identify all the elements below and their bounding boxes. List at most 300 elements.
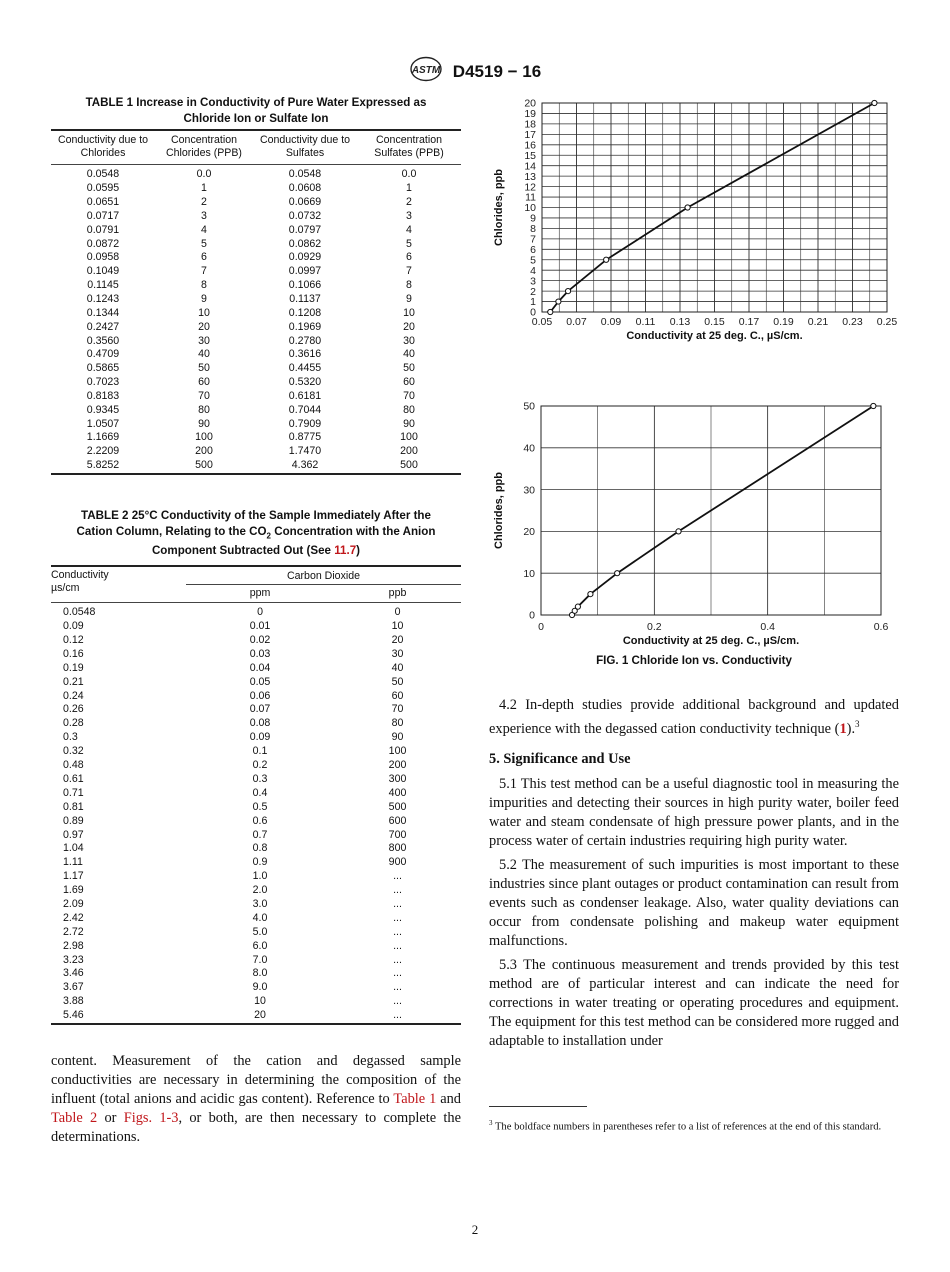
table-row	[51, 445, 461, 459]
table-cell: ...	[393, 953, 402, 966]
table-cell: 40	[391, 661, 404, 674]
table-row	[51, 745, 461, 759]
table-cell: 0.7023	[86, 376, 120, 389]
table-cell: 3.23	[63, 953, 84, 966]
para-5-3: 5.3 The continuous measurement and trends provided by this test method are of particular interest and can indicate the need for corrections in water treating or operating procedures and equipment. The equipment for this test method can be considered more rugged and adaptable to installation under	[489, 956, 899, 1049]
x-tick-label: 0.25	[876, 316, 898, 328]
data-point	[575, 604, 580, 609]
table-cell: 0.09	[249, 731, 271, 744]
table-cell: 3	[406, 209, 412, 222]
table-cell: 0.0732	[288, 209, 322, 222]
table-cell: 0.1344	[86, 306, 120, 319]
table-cell: 1	[406, 182, 412, 195]
table-cell: 30	[391, 647, 404, 660]
page-number: 2	[471, 1222, 479, 1237]
table-cell: 0.6181	[288, 389, 322, 402]
table-cell: 100	[195, 431, 213, 444]
table-row	[51, 620, 461, 634]
y-tick-label: 19	[524, 108, 536, 121]
table-cell: 20	[198, 320, 210, 333]
table-cell: 0.04	[249, 661, 271, 674]
table-cell: 0.0997	[288, 265, 322, 278]
table-cell: 3.0	[252, 897, 268, 910]
table-cell: 0.1066	[288, 279, 322, 292]
table-cell: 3.88	[63, 995, 84, 1008]
table-cell: 4.0	[252, 911, 268, 924]
figure-caption: FIG. 1 Chloride Ion vs. Conductivity	[596, 654, 792, 667]
table-row	[51, 390, 461, 404]
table-row	[51, 898, 461, 912]
table-cell: 0.0797	[288, 223, 322, 236]
x-tick-label: 0.15	[704, 316, 725, 328]
table-cell: 8.0	[252, 967, 268, 980]
footnote-rule	[489, 1106, 587, 1107]
left-paragraph: content. Measurement of the cation and degassed sample conductivities are necessary in determining the composition of the influent (total anions and acidic gas content). Reference to Table 1 and Table 2 or Figs. 1-3, or both, are then necessary to complete the determinations.	[51, 1053, 462, 1145]
table-cell: 1.04	[63, 842, 84, 855]
table-cell: 0.6	[252, 814, 268, 827]
table-row	[51, 703, 461, 717]
table-row	[51, 306, 461, 320]
x-tick-label: 0.23	[842, 316, 863, 328]
table-row	[51, 334, 461, 348]
table-cell: 1	[201, 182, 207, 195]
table-cell: 10	[391, 620, 404, 633]
table-cell: 0.2427	[86, 320, 120, 333]
figs-link[interactable]: Figs. 1-3	[123, 1110, 179, 1126]
table-cell: 0.9	[252, 856, 268, 869]
data-point	[604, 257, 609, 262]
y-tick-label: 2	[530, 285, 536, 298]
table-cell: 0.71	[63, 786, 84, 799]
table-cell: 0.09	[63, 620, 84, 633]
table2-col-conductivity: Conductivity µs/cm	[51, 566, 186, 603]
table-cell: 0.01	[249, 620, 271, 633]
table-cell: 0.03	[249, 647, 271, 660]
table1-link[interactable]: Table 1	[393, 1091, 437, 1107]
table-row	[51, 602, 461, 619]
table-cell: 6	[201, 251, 207, 264]
table-cell: 0.1243	[86, 293, 120, 306]
table-cell: 200	[388, 759, 407, 772]
table-cell: 0.9345	[86, 403, 120, 416]
table-cell: 0.0548	[86, 168, 120, 181]
table-cell: 0.48	[63, 759, 84, 772]
table-cell: 100	[388, 745, 407, 758]
table-cell: 0.5320	[288, 376, 322, 389]
para-4-2: 4.2 In-depth studies provide additional background and updated experience with the degassed cation conductivity technique (1).$^3$	[489, 697, 899, 737]
table-cell: 0.24	[63, 689, 84, 702]
table-cell: 0.7	[252, 828, 268, 841]
table-cell: 0.07	[249, 703, 271, 716]
table-row	[51, 431, 461, 445]
table-cell: 100	[400, 431, 418, 444]
y-tick-label: 4	[530, 264, 536, 277]
table-cell: 70	[391, 703, 404, 716]
table-cell: 0.3	[63, 731, 78, 744]
table-row	[51, 293, 461, 307]
table-cell: 0.0595	[86, 182, 120, 195]
y-tick-label: 14	[524, 160, 536, 173]
table-cell: 0.1	[252, 745, 268, 758]
table-cell: 0.7909	[288, 417, 322, 430]
table-cell: 90	[403, 417, 415, 430]
x-tick-label: 0.2	[647, 621, 662, 633]
footnote: $^3$ The boldface numbers in parentheses refer to a list of references at the end of this standard.	[489, 1119, 882, 1133]
y-tick-label: 20	[524, 97, 536, 110]
table-row	[51, 237, 461, 251]
table-cell: 30	[403, 334, 415, 347]
table-cell: 50	[403, 362, 415, 375]
table-row	[51, 870, 461, 884]
table-cell: 0.1969	[288, 320, 322, 333]
table-row	[51, 210, 461, 224]
table1-header-3: Concentration Sulfates (PPB)	[374, 134, 444, 159]
table-cell: 20	[254, 1009, 266, 1022]
table-cell: 0.06	[249, 689, 271, 702]
table-cell: 0.8	[252, 842, 268, 855]
x-tick-label: 0.13	[669, 316, 691, 328]
table-cell: 0.4455	[288, 362, 322, 375]
table-cell: 3	[201, 209, 207, 222]
table-row	[51, 417, 461, 431]
y-tick-label: 1	[530, 296, 536, 309]
table2-caption-line2: Cation Column, Relating to the $CO_2$ Concentration with the Anion	[76, 524, 436, 540]
right-text	[489, 696, 899, 1051]
table-cell: 0.5865	[86, 362, 120, 375]
table-cell: 7	[406, 265, 412, 278]
table-cell: 800	[388, 842, 407, 855]
table-cell: 1.17	[63, 870, 84, 883]
table-cell: 5.8252	[86, 459, 120, 472]
table-cell: 0.81	[63, 800, 84, 813]
table-cell: 0.02	[249, 634, 271, 647]
table-row	[51, 376, 461, 390]
x-tick-label: 0.6	[873, 621, 889, 633]
table-cell: 4.362	[291, 459, 319, 472]
y-axis-label: Chlorides, ppb	[493, 472, 505, 549]
table2-caption-line3: Component Subtracted Out (See 11.7)	[151, 544, 361, 558]
standard-designation: D4519 − 16	[452, 61, 542, 81]
data-point	[548, 309, 553, 314]
table-cell: 8	[406, 279, 412, 292]
table2-subheader-ppm: ppm	[249, 586, 271, 599]
table-cell: 2.2209	[86, 445, 120, 458]
table-row	[51, 786, 461, 800]
table-cell: 0.3560	[86, 334, 120, 347]
table-cell: 1.69	[63, 884, 84, 897]
table2-link[interactable]: Table 2	[51, 1110, 98, 1126]
table-cell: ...	[393, 911, 402, 924]
table-row	[51, 403, 461, 417]
table-cell: 0.0862	[288, 237, 322, 250]
table-row	[51, 953, 461, 967]
x-tick-label: 0	[538, 621, 544, 633]
table-row	[51, 842, 461, 856]
table-cell: 0.0929	[288, 251, 322, 264]
table-cell: 0.0958	[86, 251, 120, 264]
table-cell: 0.0651	[86, 196, 120, 209]
table-cell: 9	[406, 293, 412, 306]
y-tick-label: 0	[530, 306, 536, 319]
table-cell: 500	[195, 459, 213, 472]
table-cell: 900	[388, 856, 407, 869]
table-row	[51, 981, 461, 995]
table-cell: 300	[388, 772, 407, 785]
table-cell: 3.67	[63, 981, 84, 994]
table-row	[51, 856, 461, 870]
y-tick-label: 40	[523, 442, 535, 455]
table-cell: 200	[195, 445, 213, 458]
x-axis-label: Conductivity at 25 deg. C., µS/cm.	[622, 635, 800, 647]
table-row	[51, 196, 461, 210]
table-cell: 80	[198, 403, 210, 416]
table-cell: 80	[403, 403, 415, 416]
table-cell: 2	[201, 196, 207, 209]
table1-caption-line1: TABLE 1 Increase in Conductivity of Pure Water Expressed as	[85, 96, 427, 109]
table2-subheader-ppb: ppb	[388, 586, 407, 599]
table-row	[51, 689, 461, 703]
table2-caption-line1: TABLE 2 25°C Conductivity of the Sample Immediately After the	[81, 509, 431, 522]
table-cell: 0.19	[63, 661, 84, 674]
y-tick-label: 8	[530, 223, 536, 236]
table-cell: 80	[391, 717, 404, 730]
table-cell: 6.0	[252, 939, 268, 952]
table-cell: 8	[201, 279, 207, 292]
table-cell: 20	[391, 634, 404, 647]
table-row	[51, 647, 461, 661]
table-cell: 1.1669	[86, 431, 120, 444]
table-cell: 0.0548	[63, 606, 96, 619]
table-cell: 0.8775	[288, 431, 322, 444]
table-cell: 200	[400, 445, 418, 458]
y-tick-label: 30	[523, 484, 535, 497]
astm-logo-text: ASTM	[411, 65, 440, 76]
astm-logo-icon	[409, 56, 443, 87]
table-cell: 0.3	[252, 772, 268, 785]
x-tick-label: 0.07	[566, 316, 587, 328]
table-cell: 0.0717	[86, 209, 120, 222]
table-cell: 2.09	[63, 897, 84, 910]
x-tick-label: 0.05	[531, 316, 553, 328]
table1-block	[51, 95, 461, 475]
table1-header-1: Concentration Chlorides (PPB)	[166, 134, 242, 159]
table2	[51, 565, 461, 1025]
y-tick-label: 18	[524, 118, 536, 131]
table-cell: 0.0548	[288, 168, 322, 181]
table-cell: 2	[406, 196, 412, 209]
chart-chlorides-full-range	[489, 397, 909, 655]
table-row	[51, 759, 461, 773]
table-cell: ...	[393, 884, 402, 897]
table-row	[51, 814, 461, 828]
table-cell: 0.1137	[289, 293, 321, 306]
data-point	[676, 529, 681, 534]
table-row	[51, 773, 461, 787]
table-cell: ...	[393, 1009, 402, 1022]
table-cell: 0.2	[252, 759, 268, 772]
table-cell: 40	[403, 348, 415, 361]
table-row	[51, 265, 461, 279]
table-cell: ...	[393, 897, 402, 910]
y-tick-label: 6	[530, 243, 536, 256]
table-row	[51, 884, 461, 898]
table-cell: 0	[394, 606, 401, 619]
table-cell: 4	[201, 223, 207, 236]
data-point	[556, 299, 561, 304]
table-cell: 1.11	[63, 856, 83, 869]
para-5-1: 5.1 This test method can be a useful diagnostic tool in measuring the impurities and detecting their sources in high purity water, boiler feed water and steam condensate of high pressure power plants, and in the process water of certain industries requiring high purity water.	[489, 775, 899, 849]
table-row	[51, 967, 461, 981]
data-point	[588, 592, 593, 597]
y-tick-label: 3	[530, 275, 536, 288]
table-cell: 0.4709	[86, 348, 120, 361]
table-row	[51, 165, 461, 182]
table-cell: 700	[388, 828, 407, 841]
table-row	[51, 182, 461, 196]
table-cell: 0.0608	[288, 182, 322, 195]
table-cell: ...	[393, 995, 402, 1008]
table-cell: 0.0791	[86, 223, 120, 236]
table-cell: 70	[198, 389, 210, 402]
table-cell: 0.8183	[86, 389, 120, 402]
table-cell: 50	[391, 675, 404, 688]
table-row	[51, 661, 461, 675]
table-row	[51, 731, 461, 745]
table-cell: 10	[403, 306, 415, 319]
data-point	[872, 100, 877, 105]
table-row	[51, 828, 461, 842]
table-cell: 0.0872	[86, 237, 120, 250]
table-cell: 0	[257, 606, 263, 619]
table-row	[51, 911, 461, 925]
table-cell: 0.12	[63, 634, 84, 647]
table-row	[51, 925, 461, 939]
data-point	[615, 571, 620, 576]
table-cell: 10	[254, 995, 266, 1008]
x-tick-label: 0.19	[773, 316, 794, 328]
ref-1-link[interactable]: 1	[839, 720, 847, 737]
table-cell: 0.0669	[288, 196, 322, 209]
table-cell: 0.26	[63, 703, 84, 716]
table-cell: 2.0	[252, 884, 268, 897]
table-cell: 0.0	[196, 168, 212, 181]
table-cell: 0.0	[401, 168, 417, 181]
table1	[51, 129, 461, 475]
table-cell: 5.0	[252, 925, 268, 938]
table-cell: 60	[198, 376, 210, 389]
table-row	[51, 320, 461, 334]
data-point	[871, 403, 876, 408]
table-cell: 0.2780	[288, 334, 322, 347]
table-row	[51, 995, 461, 1009]
data-point	[565, 289, 570, 294]
table-row	[51, 362, 461, 376]
section-5-heading: 5. Significance and Use	[489, 750, 631, 767]
table-cell: 0.7044	[288, 403, 322, 416]
y-tick-label: 13	[524, 170, 536, 183]
table1-caption	[51, 95, 461, 126]
table-cell: ...	[393, 870, 402, 883]
table-row	[51, 800, 461, 814]
data-point	[685, 205, 690, 210]
table-cell: 0.16	[63, 647, 84, 660]
ref-11-7-link[interactable]: 11.7	[334, 544, 357, 558]
table-cell: 20	[403, 320, 415, 333]
table-cell: 30	[198, 334, 210, 347]
y-tick-label: 20	[523, 526, 535, 539]
table-cell: 1.0507	[86, 417, 120, 430]
table-cell: ...	[393, 981, 402, 994]
table-cell: 2.42	[63, 911, 84, 924]
table-cell: 0.1145	[87, 279, 119, 292]
table-cell: 9	[201, 293, 207, 306]
table-cell: 0.1049	[86, 265, 120, 278]
table-cell: ...	[393, 925, 402, 938]
table-cell: 0.28	[63, 717, 84, 730]
table-row	[51, 939, 461, 953]
y-tick-label: 12	[524, 181, 536, 194]
y-tick-label: 10	[523, 567, 535, 580]
table-cell: 0.3616	[288, 348, 322, 361]
table2-block	[51, 508, 461, 1025]
table-cell: 0.1208	[288, 306, 322, 319]
table1-header-0: Conductivity due to Chlorides	[57, 134, 149, 159]
table-cell: 5	[201, 237, 207, 250]
table-cell: 0.61	[63, 772, 84, 785]
table-cell: 40	[198, 348, 210, 361]
x-tick-label: 0.17	[738, 316, 760, 328]
table-cell: 50	[198, 362, 210, 375]
para-5-2: 5.2 The measurement of such impurities is most important to these industries since plant outages or product contamination can result from events such as condenser leakage. Also, water quality deviations can occur from condensate polishing and makeup water equipment malfunctions.	[489, 856, 899, 949]
table2-group-header: Carbon Dioxide	[186, 566, 461, 585]
table-row	[51, 223, 461, 237]
table-cell: 0.32	[63, 745, 84, 758]
table-cell: 10	[198, 306, 210, 319]
chart-chlorides-low-range	[489, 95, 909, 350]
x-tick-label: 0.21	[807, 316, 829, 328]
y-tick-label: 5	[530, 254, 536, 267]
x-tick-label: 0.09	[600, 316, 622, 328]
table-cell: 2.98	[63, 939, 84, 952]
table-cell: 5	[406, 237, 412, 250]
table-cell: 1.0	[252, 870, 268, 883]
x-axis-label: Conductivity at 25 deg. C., µS/cm.	[626, 330, 803, 342]
table1-caption-line2: Chloride Ion or Sulfate Ion	[183, 111, 329, 125]
table-row	[51, 279, 461, 293]
table2-caption	[51, 508, 461, 559]
table-row	[51, 459, 461, 474]
table-cell: 400	[388, 786, 407, 799]
table-cell: 0.21	[63, 675, 84, 688]
y-tick-label: 9	[530, 212, 536, 225]
table-cell: 7	[201, 265, 207, 278]
table-cell: 0.89	[63, 814, 84, 827]
table-row	[51, 675, 461, 689]
table-cell: 60	[391, 689, 404, 702]
table-row	[51, 634, 461, 648]
table-cell: 0.05	[249, 675, 271, 688]
y-tick-label: 0	[529, 609, 535, 622]
table-cell: ...	[393, 967, 402, 980]
page-header	[0, 56, 950, 87]
table-cell: 500	[400, 459, 418, 472]
table1-header-2: Conductivity due to Sulfates	[259, 134, 351, 159]
table-cell: 0.08	[249, 717, 271, 730]
y-tick-label: 15	[524, 149, 536, 162]
x-tick-label: 0.11	[635, 316, 656, 328]
table-cell: 4	[406, 223, 412, 236]
table-row	[51, 717, 461, 731]
